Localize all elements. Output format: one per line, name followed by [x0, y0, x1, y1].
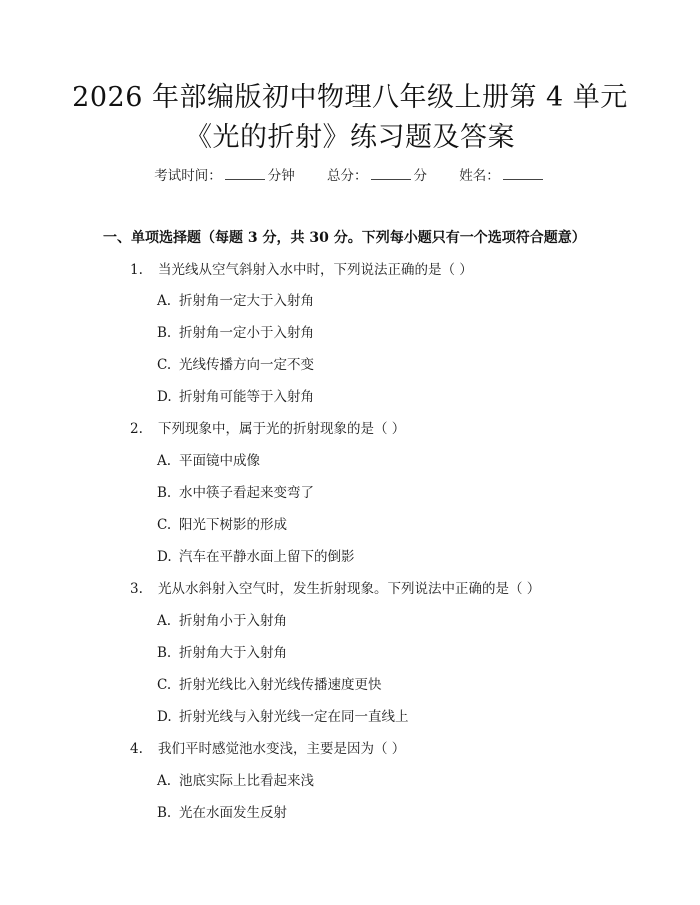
option-text: 折射光线与入射光线一定在同一直线上: [179, 709, 409, 725]
total-score-unit: 分: [413, 168, 427, 184]
exam-time-field: [154, 166, 295, 186]
question-1-option-a: [157, 291, 314, 311]
question-number: 1.: [130, 262, 143, 278]
question-3-option-d: [157, 707, 409, 727]
question-2-option-a: [157, 451, 260, 471]
option-key: B.: [157, 325, 172, 341]
question-4: [130, 739, 405, 759]
question-number: 3.: [130, 581, 143, 597]
question-2: [130, 419, 405, 439]
question-text: 我们平时感觉池水变浅，主要是因为（ ）: [158, 741, 406, 757]
section-heading: 一、单项选择题（每题 3 分，共 30 分。下列每小题只有一个选项符合题意）: [103, 230, 586, 246]
question-1-option-d: [157, 387, 314, 407]
question-1-option-b: [157, 323, 314, 343]
option-key: B.: [157, 805, 172, 821]
option-text: 折射角小于入射角: [179, 613, 287, 629]
question-text: 当光线从空气斜射入水中时，下列说法正确的是（ ）: [158, 262, 473, 278]
question-text: 光从水斜射入空气时，发生折射现象。下列说法中正确的是（ ）: [158, 581, 541, 597]
option-key: A.: [157, 613, 172, 629]
option-text: 水中筷子看起来变弯了: [179, 485, 314, 501]
option-text: 阳光下树影的形成: [179, 517, 287, 533]
option-text: 折射角可能等于入射角: [179, 389, 314, 405]
option-key: A.: [157, 293, 172, 309]
option-key: C.: [157, 517, 172, 533]
name-blank: [503, 167, 543, 180]
name-field: [459, 166, 546, 186]
option-text: 平面镜中成像: [179, 453, 260, 469]
option-key: D.: [157, 549, 172, 565]
exam-time-unit: 分钟: [267, 168, 295, 184]
option-text: 光线传播方向一定不变: [179, 357, 314, 373]
question-text: 下列现象中，属于光的折射现象的是（ ）: [158, 421, 406, 437]
option-key: A.: [157, 773, 172, 789]
question-number: 4.: [130, 741, 143, 757]
name-label: 姓名：: [459, 168, 500, 184]
option-text: 折射角大于入射角: [179, 645, 287, 661]
question-1: [130, 260, 473, 280]
total-score-blank: [371, 167, 411, 180]
question-2-option-b: [157, 483, 314, 503]
question-2-option-d: [157, 547, 355, 567]
exam-time-label: 考试时间：: [154, 168, 222, 184]
total-score-field: [327, 166, 427, 186]
total-score-label: 总分：: [327, 168, 368, 184]
option-key: B.: [157, 645, 172, 661]
option-text: 汽车在平静水面上留下的倒影: [179, 549, 355, 565]
question-3-option-a: [157, 611, 287, 631]
option-text: 池底实际上比看起来浅: [179, 773, 314, 789]
option-key: C.: [157, 677, 172, 693]
question-3-option-b: [157, 643, 287, 663]
document-title-line2: 《光的折射》练习题及答案: [185, 122, 515, 153]
option-text: 折射角一定小于入射角: [179, 325, 314, 341]
option-key: C.: [157, 357, 172, 373]
option-key: B.: [157, 485, 172, 501]
question-1-option-c: [157, 355, 314, 375]
question-number: 2.: [130, 421, 143, 437]
question-3-option-c: [157, 675, 382, 695]
option-text: 折射光线比入射光线传播速度更快: [179, 677, 382, 693]
option-text: 折射角一定大于入射角: [179, 293, 314, 309]
exam-time-blank: [225, 167, 265, 180]
option-text: 光在水面发生反射: [179, 805, 287, 821]
option-key: D.: [157, 389, 172, 405]
document-title-line1: 2026 年部编版初中物理八年级上册第 4 单元: [72, 82, 628, 113]
question-4-option-a: [157, 771, 314, 791]
option-key: A.: [157, 453, 172, 469]
question-3: [130, 579, 540, 599]
question-4-option-b: [157, 803, 287, 823]
option-key: D.: [157, 709, 172, 725]
exam-info: [0, 166, 700, 186]
question-2-option-c: [157, 515, 287, 535]
